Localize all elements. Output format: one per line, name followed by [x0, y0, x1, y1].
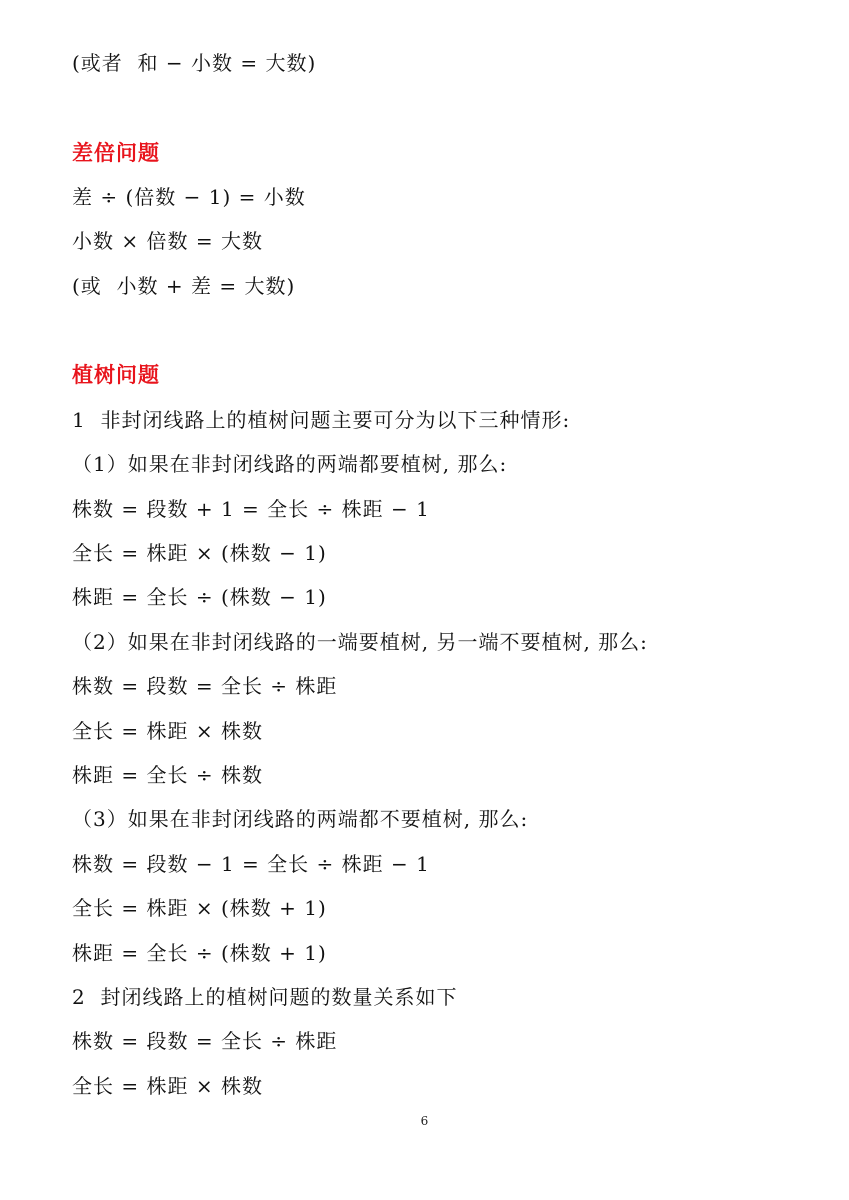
formula-small-plus-difference: (或 小数 + 差 = 大数) — [72, 274, 296, 298]
formula-closed-count: 株数 = 段数 = 全长 ÷ 株距 — [72, 1029, 338, 1053]
formula-case1-count: 株数 = 段数 + 1 = 全长 ÷ 株距 − 1 — [72, 497, 430, 521]
formula-case2-length: 全长 = 株距 × 株数 — [72, 719, 263, 743]
formula-case3-count: 株数 = 段数 − 1 = 全长 ÷ 株距 − 1 — [72, 852, 430, 876]
section-heading-tree-planting: 植树问题 — [72, 362, 160, 387]
text-line-closed-route-intro: 2 封闭线路上的植树问题的数量关系如下 — [72, 985, 458, 1009]
case-1-heading: （1）如果在非封闭线路的两端都要植树, 那么: — [72, 452, 508, 476]
text-line-or-sum-minus-small: (或者 和 − 小数 = 大数) — [72, 51, 317, 75]
formula-case3-length: 全长 = 株距 × (株数 + 1) — [72, 896, 327, 920]
formula-case3-spacing: 株距 = 全长 ÷ (株数 + 1) — [72, 941, 327, 965]
formula-closed-length: 全长 = 株距 × 株数 — [72, 1074, 263, 1098]
formula-small-times-multiple: 小数 × 倍数 = 大数 — [72, 229, 263, 253]
case-3-heading: （3）如果在非封闭线路的两端都不要植树, 那么: — [72, 807, 529, 831]
case-2-heading: （2）如果在非封闭线路的一端要植树, 另一端不要植树, 那么: — [72, 630, 648, 654]
page-number: 6 — [420, 1114, 429, 1128]
section-heading-difference-multiple: 差倍问题 — [72, 140, 160, 165]
formula-case2-spacing: 株距 = 全长 ÷ 株数 — [72, 763, 263, 787]
formula-case2-count: 株数 = 段数 = 全长 ÷ 株距 — [72, 674, 338, 698]
formula-case1-length: 全长 = 株距 × (株数 − 1) — [72, 541, 327, 565]
formula-case1-spacing: 株距 = 全长 ÷ (株数 − 1) — [72, 585, 327, 609]
text-line-open-route-intro: 1 非封闭线路上的植树问题主要可分为以下三种情形: — [72, 408, 571, 432]
formula-difference-divide: 差 ÷ (倍数 − 1) = 小数 — [72, 185, 306, 209]
